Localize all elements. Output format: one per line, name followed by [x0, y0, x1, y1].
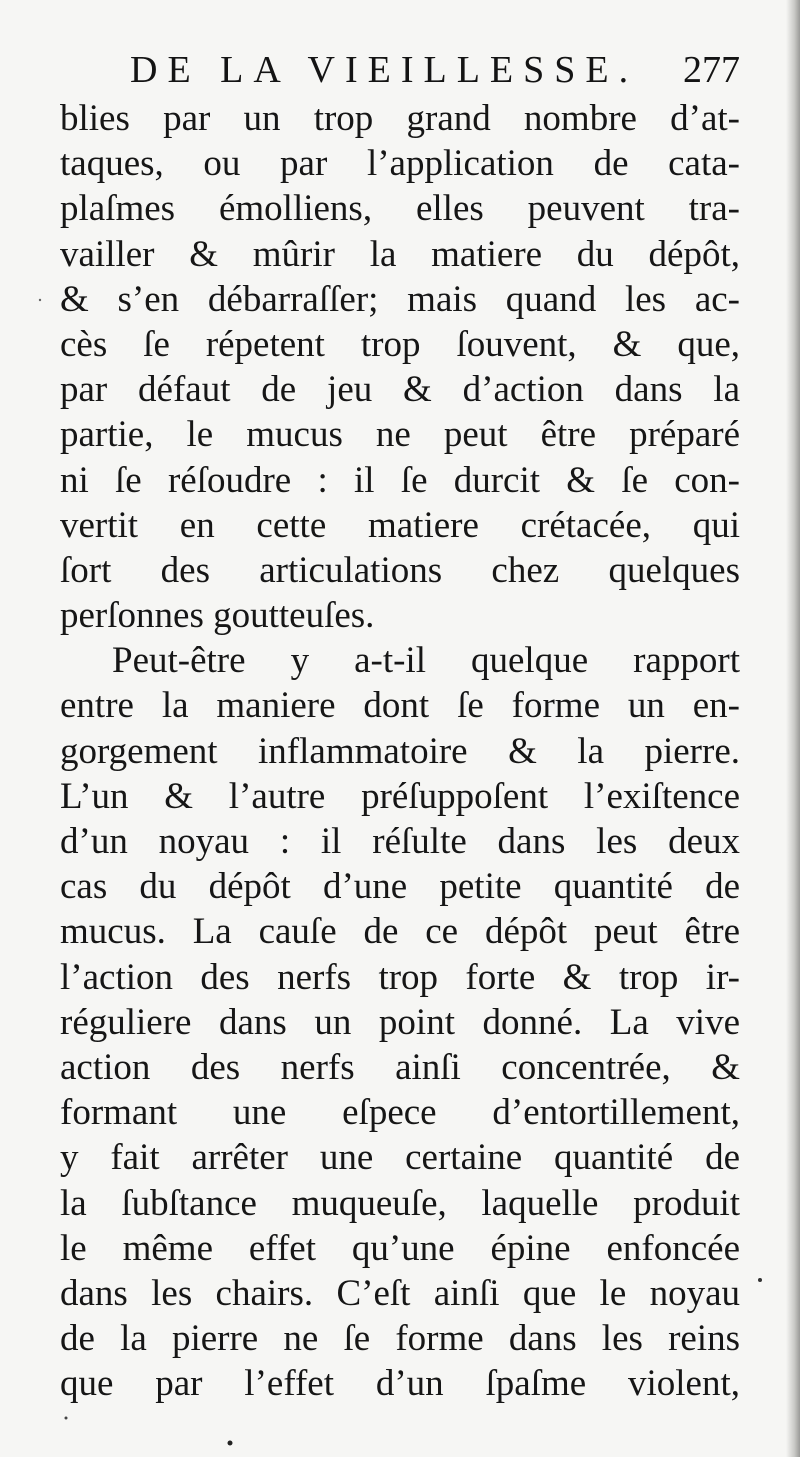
text-line: entre la maniere dont ſe forme un en-	[60, 685, 740, 727]
ink-speck	[39, 299, 41, 301]
text-line: ſort des articulations chez quelques	[60, 549, 740, 591]
ink-speck	[758, 1278, 762, 1282]
text-line: y fait arrêter une certaine quantité de	[60, 1137, 740, 1179]
text-line: cas du dépôt d’une petite quantité de	[60, 866, 740, 908]
text-line: perſonnes goutteuſes.	[60, 595, 375, 637]
text-line: plaſmes émolliens, elles peuvent tra-	[60, 188, 740, 230]
text-line: la ſubſtance muqueuſe, laquelle produit	[60, 1182, 740, 1224]
text-line: partie, le mucus ne peut être préparé	[60, 414, 740, 456]
text-line: réguliere dans un point donné. La vive	[60, 1001, 740, 1043]
text-line: & s’en débarraſſer; mais quand les ac-	[60, 278, 740, 320]
text-line: formant une eſpece d’entortillement,	[60, 1092, 740, 1134]
text-line: d’un noyau : il réſulte dans les deux	[60, 821, 740, 862]
running-head-title: DE LA VIEILLESSE.	[130, 49, 639, 91]
text-line: dans les chairs. C’eſt ainſi que le noyau	[60, 1272, 740, 1314]
text-line: de la pierre ne ſe forme dans les reins	[60, 1318, 740, 1360]
text-line: taques, ou par l’application de cata-	[60, 143, 740, 185]
page-number: 277	[683, 49, 740, 91]
text-line: L’un & l’autre préſuppoſent l’exiſtence	[60, 775, 740, 817]
text-line: le même effet qu’une épine enfoncée	[60, 1227, 740, 1269]
ink-speck	[65, 1417, 68, 1420]
text-line: cès ſe répetent trop ſouvent, & que,	[60, 323, 740, 365]
text-line: ni ſe réſoudre : il ſe durcit & ſe con-	[60, 459, 740, 501]
text-line: l’action des nerfs trop forte & trop ir-	[60, 956, 740, 998]
text-line: Peut-être y a-t-il quelque rapport	[112, 640, 740, 682]
text-line: mucus. La cauſe de ce dépôt peut être	[60, 911, 740, 953]
text-line: gorgement inflammatoire & la pierre.	[60, 730, 740, 772]
text-line: blies par un trop grand nombre d’at-	[60, 98, 740, 139]
text-line: vertit en cette matiere crétacée, qui	[60, 504, 740, 546]
text-line: vailler & mûrir la matiere du dépôt,	[60, 233, 740, 275]
text-line: action des nerfs ainſi concentrée, &	[60, 1046, 740, 1088]
text-line: par défaut de jeu & d’action dans la	[60, 369, 740, 411]
ink-speck	[228, 1441, 233, 1446]
text-line: que par l’effet d’un ſpaſme violent,	[60, 1363, 740, 1405]
